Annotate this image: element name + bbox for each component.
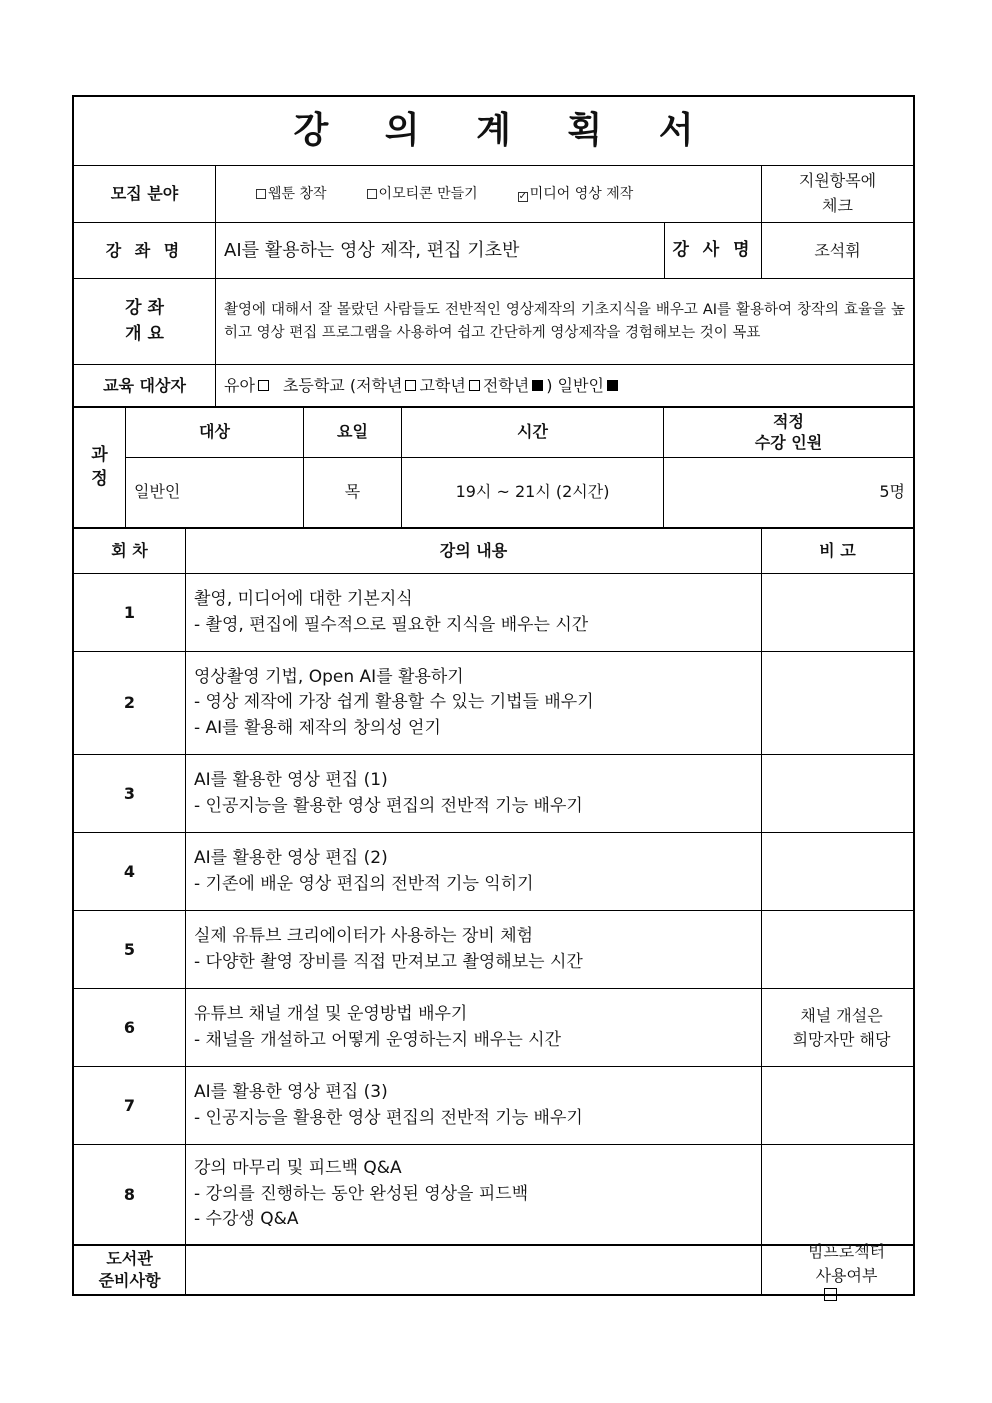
instructor-name: 조석휘 [814, 240, 861, 260]
lesson-content: AI를 활용한 영상 편집 (2) - 기존에 배운 영상 편집의 전반적 기능 익히기 [186, 833, 762, 910]
lesson-note [762, 755, 913, 832]
lesson-no: 5 [74, 911, 186, 988]
lesson-row [74, 1067, 913, 1145]
schedule-time: 19시 ~ 21시 (2시간) [402, 458, 664, 527]
recruit-note: 지원항목에 체크 [798, 171, 877, 215]
option-webtoon[interactable]: 웹툰 창작 [256, 184, 327, 205]
checkbox-icon[interactable] [367, 189, 377, 199]
schedule-day: 목 [304, 458, 402, 527]
library-content [186, 1246, 762, 1294]
lesson-row [74, 989, 913, 1067]
checkbox-icon[interactable] [405, 380, 416, 391]
lesson-note [762, 1067, 913, 1144]
library-row [74, 1241, 913, 1294]
lesson-note: 채널 개설은 희망자만 해당 [792, 1005, 891, 1049]
lesson-content: AI를 활용한 영상 편집 (1) - 인공지능을 활용한 영상 편집의 전반적 기능 배우기 [186, 755, 762, 832]
schedule-side-label: 과 정 [74, 408, 126, 527]
overview-label: 강 좌 개 요 [74, 279, 216, 364]
instructor-label: 강 사 명 [665, 223, 762, 278]
lecture-plan-form [72, 95, 915, 1296]
checkbox-icon[interactable] [469, 380, 480, 391]
library-label: 도서관 준비사항 [74, 1246, 186, 1294]
course-label: 강 좌 명 [74, 223, 216, 278]
lesson-row [74, 755, 913, 833]
header-target: 대상 [126, 408, 304, 457]
title-row [74, 97, 913, 166]
projector-use: 사용여부 [816, 1264, 878, 1301]
schedule-row [74, 407, 913, 528]
lesson-content: AI를 활용한 영상 편집 (3) - 인공지능을 활용한 영상 편집의 전반적 기능 배우기 [186, 1067, 762, 1144]
lesson-no: 1 [74, 574, 186, 651]
lesson-no: 4 [74, 833, 186, 910]
lesson-no: 7 [74, 1067, 186, 1144]
checkbox-icon[interactable] [256, 189, 266, 199]
lesson-content: 유튜브 채널 개설 및 운영방법 배우기 - 채널을 개설하고 어떻게 운영하는지 배우는 시간 [186, 989, 762, 1066]
lessons-header-row [74, 528, 913, 574]
lesson-content: 영상촬영 기법, Open AI를 활용하기 - 영상 제작에 가장 쉽게 활용할 수 있는 기법들 배우기 - AI를 활용해 제작의 창의성 얻기 [186, 652, 762, 754]
lesson-no: 8 [74, 1145, 186, 1244]
checked-checkbox-icon[interactable]: ✓ [518, 190, 528, 202]
overview-row [74, 279, 913, 365]
lesson-row [74, 574, 913, 652]
lesson-row [74, 652, 913, 755]
recruit-options [216, 166, 762, 222]
target-row [74, 365, 913, 407]
lesson-row [74, 1145, 913, 1245]
lesson-note [762, 652, 913, 754]
lesson-note [762, 911, 913, 988]
course-name: AI를 활용하는 영상 제작, 편집 기초반 [216, 223, 665, 278]
lessons-header-no: 회 차 [74, 529, 186, 573]
lesson-note [762, 833, 913, 910]
lesson-no: 6 [74, 989, 186, 1066]
lesson-row [74, 911, 913, 989]
header-time: 시간 [402, 408, 664, 457]
lesson-content: 촬영, 미디어에 대한 기본지식 - 촬영, 편집에 필수적으로 필요한 지식을 배우는 시간 [186, 574, 762, 651]
lesson-note [762, 1145, 913, 1244]
option-media[interactable]: ✓ 미디어 영상 제작 [518, 185, 634, 202]
schedule-capacity: 5명 [879, 482, 905, 502]
lesson-no: 2 [74, 652, 186, 754]
checkbox-icon[interactable] [258, 380, 269, 391]
overview-text: 촬영에 대해서 잘 몰랐던 사람들도 전반적인 영상제작의 기초지식을 배우고 AI를 활용하여 창작의 효율을 높히고 영상 편집 프로그램을 사용하여 쉽고 간단하게 영상제작을 경험해보는 것이 목표 [224, 302, 905, 341]
schedule-target: 일반인 [126, 458, 304, 527]
header-capacity: 적정 수강 인원 [754, 411, 823, 453]
target-label: 교육 대상자 [74, 365, 216, 406]
recruit-row [74, 166, 913, 223]
lesson-row [74, 833, 913, 911]
recruit-label: 모집 분야 [74, 166, 216, 222]
lesson-no: 3 [74, 755, 186, 832]
lesson-note [762, 574, 913, 651]
course-row [74, 223, 913, 279]
option-emoticon[interactable]: 이모티콘 만들기 [367, 184, 478, 205]
lessons-header-content: 강의 내용 [186, 529, 762, 573]
schedule-value-row [126, 458, 913, 527]
target-options: 유아 초등학교 (저학년 고학년 전학년 ) 일반인 [216, 365, 913, 406]
lesson-content: 실제 유튜브 크리에이터가 사용하는 장비 체험 - 다양한 촬영 장비를 직접 만져보고 촬영해보는 시간 [186, 911, 762, 988]
lesson-content: 강의 마무리 및 피드백 Q&A - 강의를 진행하는 동안 완성된 영상을 피드백 - 수강생 Q&A [186, 1145, 762, 1244]
schedule-grid [126, 408, 913, 527]
schedule-header-row [126, 408, 913, 458]
checkbox-icon[interactable] [824, 1288, 837, 1301]
filled-checkbox-icon[interactable] [607, 380, 618, 391]
lessons-header-note: 비 고 [819, 541, 856, 560]
page-title: 강 의 계 획 서 [293, 110, 716, 151]
header-day: 요일 [304, 408, 402, 457]
library-note: 빔프로젝터 사용여부 [762, 1246, 913, 1294]
filled-checkbox-icon[interactable] [532, 380, 543, 391]
